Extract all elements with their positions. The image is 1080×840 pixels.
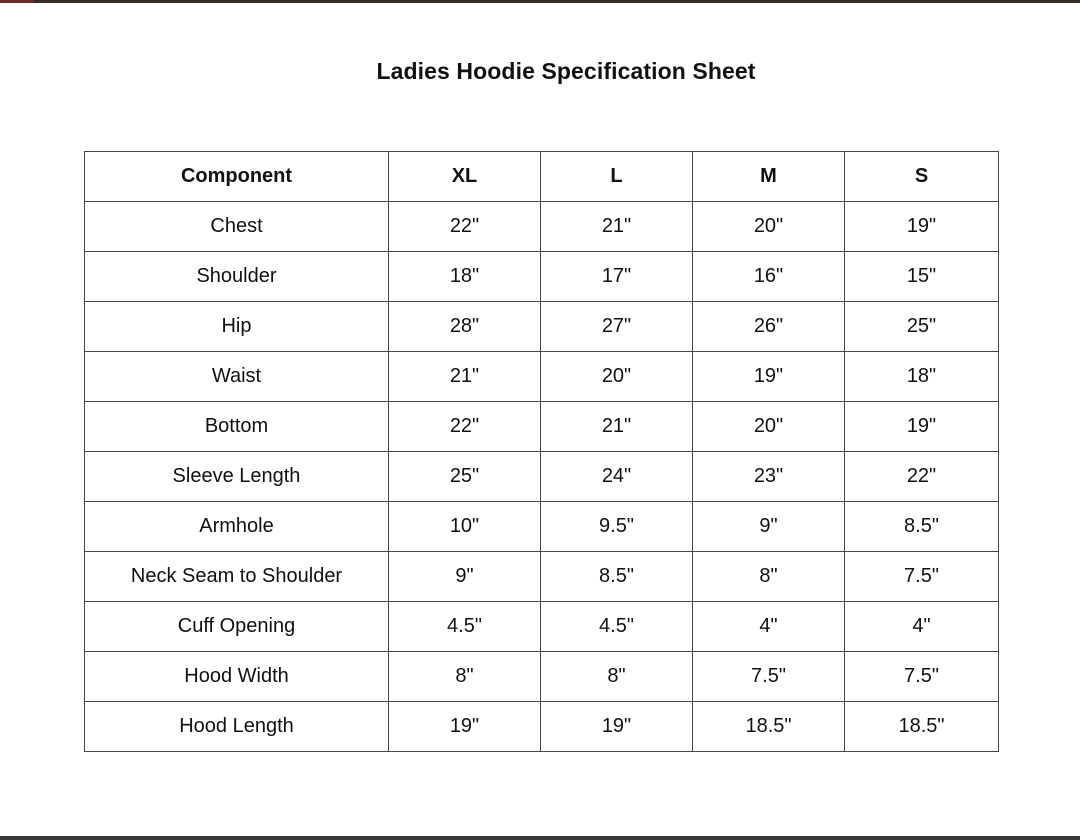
value-cell: 19" — [845, 202, 999, 252]
component-cell: Waist — [85, 352, 389, 402]
spec-table — [84, 151, 999, 752]
bottom-edge-bar — [0, 836, 1080, 840]
component-cell: Neck Seam to Shoulder — [85, 552, 389, 602]
value-cell: 19" — [541, 702, 693, 752]
value-cell: 9" — [693, 502, 845, 552]
value-cell: 16" — [693, 252, 845, 302]
component-cell: Sleeve Length — [85, 452, 389, 502]
component-cell: Shoulder — [85, 252, 389, 302]
value-cell: 25" — [389, 452, 541, 502]
value-cell: 18.5" — [693, 702, 845, 752]
value-cell: 18" — [845, 352, 999, 402]
value-cell: 22" — [845, 452, 999, 502]
header-size-m: M — [693, 152, 845, 202]
table-row — [85, 452, 999, 502]
value-cell: 21" — [389, 352, 541, 402]
value-cell: 20" — [693, 202, 845, 252]
value-cell: 15" — [845, 252, 999, 302]
value-cell: 19" — [389, 702, 541, 752]
value-cell: 18" — [389, 252, 541, 302]
value-cell: 8.5" — [541, 552, 693, 602]
table-row — [85, 552, 999, 602]
value-cell: 19" — [845, 402, 999, 452]
value-cell: 9" — [389, 552, 541, 602]
component-cell: Hip — [85, 302, 389, 352]
value-cell: 4" — [845, 602, 999, 652]
value-cell: 21" — [541, 402, 693, 452]
table-row — [85, 202, 999, 252]
value-cell: 22" — [389, 402, 541, 452]
value-cell: 18.5" — [845, 702, 999, 752]
table-row — [85, 702, 999, 752]
value-cell: 25" — [845, 302, 999, 352]
value-cell: 23" — [693, 452, 845, 502]
value-cell: 24" — [541, 452, 693, 502]
table-row — [85, 352, 999, 402]
component-cell: Bottom — [85, 402, 389, 452]
component-cell: Cuff Opening — [85, 602, 389, 652]
value-cell: 17" — [541, 252, 693, 302]
component-cell: Hood Length — [85, 702, 389, 752]
value-cell: 8.5" — [845, 502, 999, 552]
value-cell: 21" — [541, 202, 693, 252]
table-row — [85, 402, 999, 452]
document-title: Ladies Hoodie Specification Sheet — [376, 58, 756, 84]
value-cell: 4.5" — [389, 602, 541, 652]
value-cell: 28" — [389, 302, 541, 352]
value-cell: 20" — [693, 402, 845, 452]
value-cell: 7.5" — [693, 652, 845, 702]
table-row — [85, 602, 999, 652]
component-cell: Hood Width — [85, 652, 389, 702]
value-cell: 9.5" — [541, 502, 693, 552]
value-cell: 20" — [541, 352, 693, 402]
value-cell: 26" — [693, 302, 845, 352]
top-edge-accent — [0, 0, 34, 3]
table-header-row — [85, 152, 999, 202]
header-component: Component — [85, 152, 389, 202]
value-cell: 19" — [693, 352, 845, 402]
component-cell: Armhole — [85, 502, 389, 552]
value-cell: 10" — [389, 502, 541, 552]
header-size-l: L — [541, 152, 693, 202]
value-cell: 7.5" — [845, 552, 999, 602]
value-cell: 22" — [389, 202, 541, 252]
table-row — [85, 302, 999, 352]
header-size-s: S — [845, 152, 999, 202]
value-cell: 8" — [693, 552, 845, 602]
value-cell: 8" — [389, 652, 541, 702]
table-row — [85, 252, 999, 302]
component-cell: Chest — [85, 202, 389, 252]
value-cell: 4.5" — [541, 602, 693, 652]
value-cell: 8" — [541, 652, 693, 702]
header-size-xl: XL — [389, 152, 541, 202]
value-cell: 27" — [541, 302, 693, 352]
table-row — [85, 652, 999, 702]
table-row — [85, 502, 999, 552]
value-cell: 7.5" — [845, 652, 999, 702]
value-cell: 4" — [693, 602, 845, 652]
top-edge-bar — [0, 0, 1080, 3]
